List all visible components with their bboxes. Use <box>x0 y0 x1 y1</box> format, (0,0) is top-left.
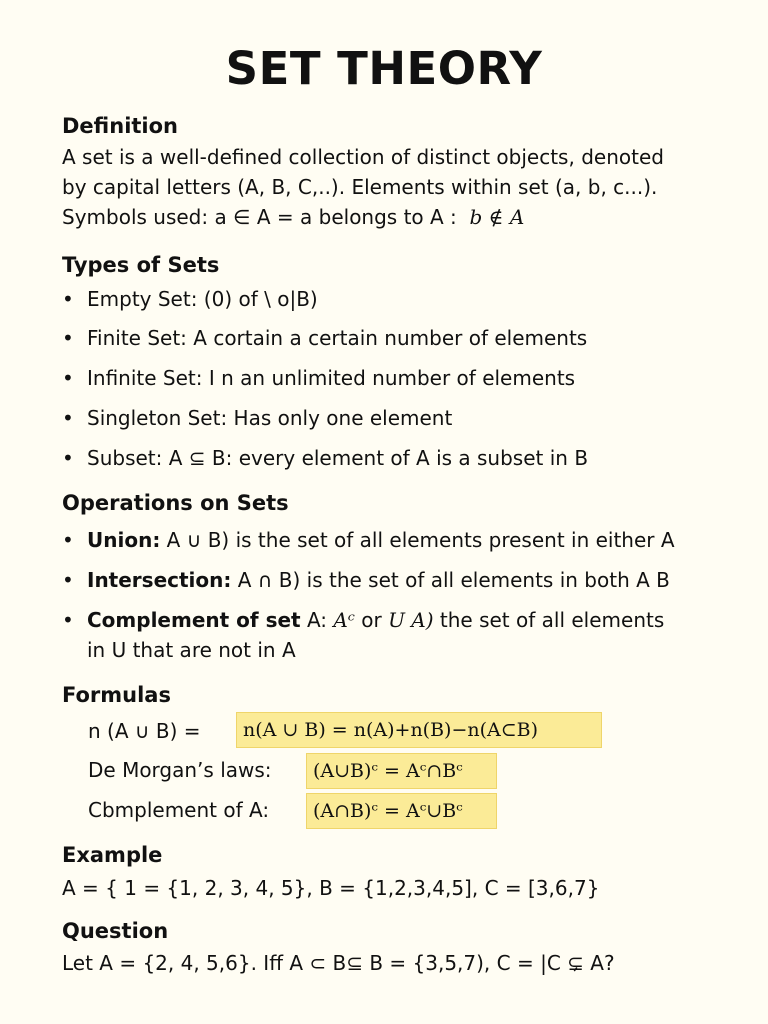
formula-2-label: De Morgan’s laws: <box>88 758 272 782</box>
formulas-heading: Formulas <box>62 683 171 707</box>
union-text: A ∪ B) is the set of all elements present in either A <box>166 528 675 552</box>
item-text: Has only one element <box>233 406 453 430</box>
item-text: (0) of \ o|B) <box>203 287 318 311</box>
list-item-union <box>62 528 675 552</box>
list-item <box>62 366 575 390</box>
bullet-icon: • <box>62 568 74 592</box>
not-belongs-symbol: b ∉ A <box>469 205 525 229</box>
or-text: or <box>361 608 382 632</box>
definition-heading: Definition <box>62 114 179 138</box>
example-heading: Example <box>62 843 163 867</box>
complement-label: Complement of set <box>87 608 301 632</box>
list-item-complement <box>62 608 664 632</box>
complement-symbol: Aᶜ <box>333 608 355 632</box>
item-text: A ⊆ B: every element of A is a subset in B <box>168 446 589 470</box>
list-item <box>62 446 588 470</box>
intersection-label: Intersection: <box>87 568 232 592</box>
item-label: Infinite Set: <box>87 366 203 390</box>
operations-heading: Operations on Sets <box>62 491 289 515</box>
item-text: A cortain a certain number of elements <box>193 326 588 350</box>
bullet-icon: • <box>62 608 74 632</box>
item-text: I n an unlimited number of elements <box>208 366 576 390</box>
definition-line-3 <box>62 205 524 229</box>
definition-line-1: A set is a well-defined collection of distinct objects, denoted <box>62 145 664 169</box>
question-heading: Question <box>62 919 169 943</box>
bullet-icon: • <box>62 528 74 552</box>
formula-3-label: Cbmplement of A: <box>88 798 270 822</box>
example-text: A = { 1 = {1, 2, 3, 4, 5}, B = {1,2,3,4,5], C = [3,6,7} <box>62 876 600 900</box>
page-title: SET THEORY <box>225 42 543 95</box>
formula-2-highlight: (A∪B)ᶜ = Aᶜ∩Bᶜ <box>306 753 497 789</box>
intersection-text: A ∩ B) is the set of all elements in both A B <box>237 568 670 592</box>
list-item <box>62 406 452 430</box>
union-label: Union: <box>87 528 161 552</box>
bullet-icon: • <box>62 446 74 470</box>
question-text: Let A = {2, 4, 5,6}. Iff A ⊂ B⊆ B = {3,5,7), C = |C ⊊ A? <box>62 951 615 975</box>
item-label: Empty Set: <box>87 287 198 311</box>
bullet-icon: • <box>62 406 74 430</box>
complement-label-2: A: <box>306 608 328 632</box>
formula-3-highlight: (A∩B)ᶜ = Aᶜ∪Bᶜ <box>306 793 497 829</box>
bullet-icon: • <box>62 287 74 311</box>
list-item <box>62 326 587 350</box>
list-item-intersection <box>62 568 670 592</box>
formula-1-highlight: n(A ∪ B) = n(A)+n(B)−n(A⊂B) <box>236 712 602 748</box>
definition-line-2: by capital letters (A, B, C,..). Elements within set (a, b, c...). <box>62 175 658 199</box>
list-item <box>62 287 318 311</box>
complement-line-2: in U that are not in A <box>87 638 296 662</box>
bullet-icon: • <box>62 326 74 350</box>
item-label: Subset: <box>87 446 163 470</box>
item-label: Finite Set: <box>87 326 187 350</box>
formula-1-label: n (A ∪ B) = <box>88 719 201 743</box>
bullet-icon: • <box>62 366 74 390</box>
universe-symbol: U A) <box>388 608 434 632</box>
item-label: Singleton Set: <box>87 406 228 430</box>
complement-text: the set of all elements <box>439 608 665 632</box>
types-heading: Types of Sets <box>62 253 220 277</box>
symbols-text: Symbols used: a ∈ A = a belongs to A : <box>62 205 457 229</box>
